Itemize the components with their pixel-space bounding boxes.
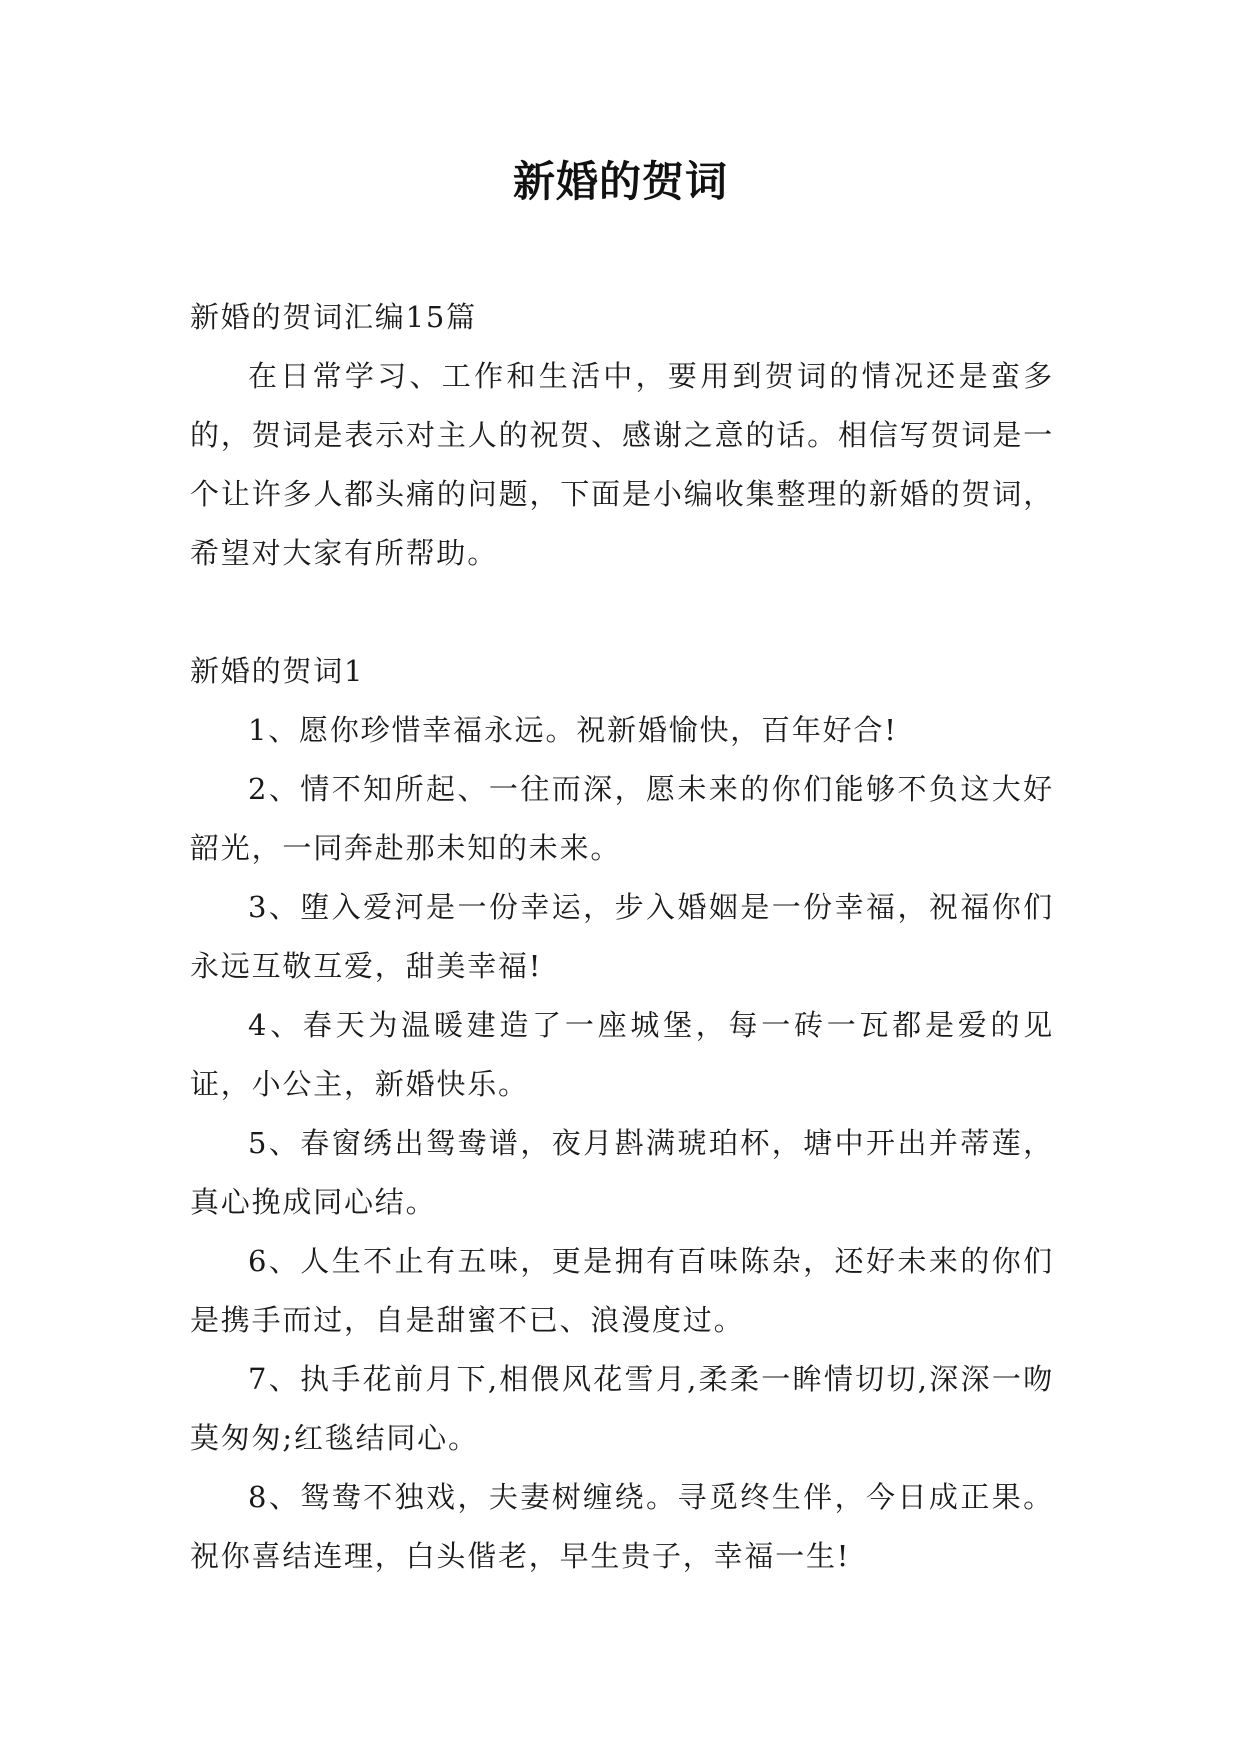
list-item: 7、执手花前月下,相偎风花雪月,柔柔一眸情切切,深深一吻莫匆匆;红毯结同心。 — [190, 1362, 1054, 1455]
list-item: 5、春窗绣出鸳鸯谱，夜月斟满琥珀杯，塘中开出并蒂莲，真心挽成同心结。 — [190, 1126, 1054, 1219]
document-body — [190, 288, 1054, 1586]
collection-subtitle: 新婚的贺词汇编15篇 — [190, 300, 477, 334]
intro-paragraph: 在日常学习、工作和生活中，要用到贺词的情况还是蛮多的，贺词是表示对主人的祝贺、感谢之意的话。相信写贺词是一个让许多人都头痛的问题，下面是小编收集整理的新婚的贺词，希望对大家有所帮助。 — [190, 359, 1054, 570]
list-item: 2、情不知所起、一往而深，愿未来的你们能够不负这大好韶光，一同奔赴那未知的未来。 — [190, 772, 1054, 865]
section-heading: 新婚的贺词1 — [190, 654, 365, 688]
list-item: 4、春天为温暖建造了一座城堡，每一砖一瓦都是爱的见证，小公主，新婚快乐。 — [190, 1008, 1054, 1101]
list-item: 6、人生不止有五味，更是拥有百味陈杂，还好未来的你们是携手而过，自是甜蜜不已、浪漫度过。 — [190, 1244, 1054, 1337]
list-item: 3、堕入爱河是一份幸运，步入婚姻是一份幸福，祝福你们永远互敬互爱，甜美幸福! — [190, 890, 1054, 983]
document-title: 新婚的贺词 — [512, 157, 728, 206]
list-item: 8、鸳鸯不独戏，夫妻树缠绕。寻觅终生伴，今日成正果。祝你喜结连理，白头偕老，早生贵子，幸福一生! — [190, 1480, 1054, 1573]
list-item: 1、愿你珍惜幸福永远。祝新婚愉快，百年好合! — [248, 713, 898, 747]
section-spacer — [190, 583, 1054, 642]
